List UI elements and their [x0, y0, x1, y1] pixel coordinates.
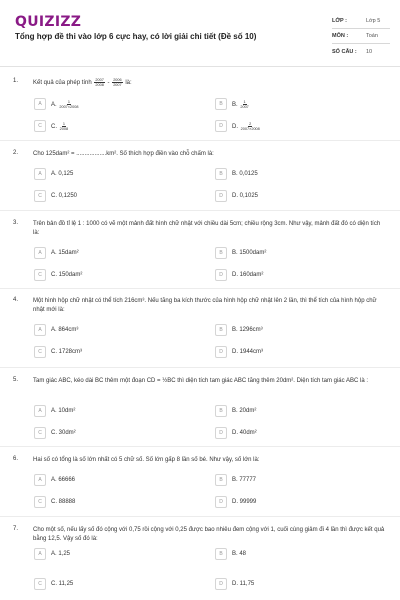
option-letter-box: A: [34, 98, 46, 110]
option-text: C. 1728cm³: [51, 349, 83, 355]
option-a[interactable]: [34, 474, 75, 486]
question-number: 7.: [13, 526, 19, 532]
question-text: Trên bản đồ tỉ lệ 1 : 1000 có vẽ một mảnh đất hình chữ nhật với chiều dài 5cm; chiều rộng 3cm. Như vậy, mảnh đất đó có diện tích là:: [33, 221, 381, 236]
question-text: [33, 78, 387, 88]
option-c[interactable]: [34, 578, 73, 590]
option-letter-box: D: [215, 346, 227, 358]
option-a[interactable]: [34, 247, 79, 259]
option-letter-box: A: [34, 247, 46, 259]
quizizz-logo: QUIZIZZ: [15, 14, 82, 30]
question-text: Tam giác ABC, kéo dài BC thêm một đoạn CD = ½BC thì diện tích tam giác ABC tăng thêm 20dm². Diện tích tam giác ABC là :: [33, 378, 368, 384]
option-letter-box: C: [34, 346, 46, 358]
option-text: A. 0,125: [51, 171, 74, 177]
question-divider: [0, 367, 400, 368]
question-divider: [0, 446, 400, 447]
fraction: [94, 78, 104, 87]
question-divider: [0, 516, 400, 517]
option-letter-box: C: [34, 190, 46, 202]
meta-row-question-count: [332, 44, 390, 59]
question-number: 6.: [13, 456, 19, 462]
option-letter-box: B: [215, 168, 227, 180]
option-text: C. $\frac{1}{2008}$: [51, 121, 69, 131]
option-c[interactable]: [34, 120, 69, 132]
option-letter-box: D: [215, 120, 227, 132]
question-text-part: là:: [125, 80, 132, 87]
option-b[interactable]: [215, 168, 258, 180]
option-text: B. 1500dam²: [232, 250, 267, 256]
fraction-numerator: 2006: [113, 78, 122, 82]
option-a[interactable]: [34, 324, 78, 336]
option-text: A. 66666: [51, 477, 76, 483]
question-text-part: Kết quả của phép tính: [33, 80, 92, 87]
option-b[interactable]: [215, 324, 263, 336]
option-letter-box: A: [34, 168, 46, 180]
option-letter-box: B: [215, 98, 227, 110]
question-number: 3.: [13, 220, 19, 226]
worksheet-meta: [332, 14, 390, 59]
option-text: C. 0,1250: [51, 193, 78, 199]
option-text: D. 11,75: [232, 581, 255, 587]
option-letter-box: C: [34, 427, 46, 439]
option-text: D. 0,1025: [232, 193, 259, 199]
option-letter-box: A: [34, 474, 46, 486]
option-letter-box: D: [215, 269, 227, 281]
option-letter-box: B: [215, 324, 227, 336]
question-divider: [0, 288, 400, 289]
fraction: [112, 78, 122, 87]
option-letter-box: C: [34, 120, 46, 132]
option-text: B. 48: [232, 551, 247, 557]
option-b[interactable]: [215, 474, 256, 486]
fraction-denominator: 2007: [113, 83, 122, 87]
option-text: A. 10dm²: [51, 408, 76, 414]
minus-sign: -: [107, 80, 110, 87]
option-letter-box: A: [34, 324, 46, 336]
option-text: D. $\frac{2}{2007\times 2008}$: [232, 121, 260, 131]
question-divider: [0, 140, 400, 141]
option-text: B. 77777: [232, 477, 257, 483]
option-text: A. 15dam²: [51, 250, 79, 256]
option-text: A. 864cm³: [51, 327, 79, 333]
option-text: A. 1,25: [51, 551, 71, 557]
option-a[interactable]: [34, 98, 79, 110]
option-letter-box: C: [34, 496, 46, 508]
option-d[interactable]: [215, 120, 261, 132]
option-letter-box: A: [34, 405, 46, 417]
question-number: 2.: [13, 150, 19, 156]
option-d[interactable]: [215, 427, 257, 439]
fraction-numerator: 2007: [95, 78, 104, 82]
question-text: Hai số có tổng là số lớn nhất có 5 chữ số. Số lớn gấp 8 lần số bé. Như vậy, số lớn là:: [33, 457, 260, 463]
option-letter-box: B: [215, 474, 227, 486]
option-b[interactable]: [215, 247, 266, 259]
option-letter-box: B: [215, 548, 227, 560]
meta-key: LỚP :: [332, 18, 347, 24]
meta-value: 10: [366, 48, 373, 55]
option-text: C. 88888: [51, 499, 76, 505]
option-text: C. 150dam²: [51, 272, 83, 278]
question-number: 1.: [13, 78, 19, 84]
meta-value: Lớp 5: [366, 18, 381, 24]
option-text: B. 1296cm³: [232, 327, 263, 333]
option-letter-box: D: [215, 496, 227, 508]
option-d[interactable]: [215, 496, 256, 508]
option-letter-box: D: [215, 427, 227, 439]
option-text: D. 99999: [232, 499, 257, 505]
option-a[interactable]: [34, 548, 70, 560]
option-c[interactable]: [34, 269, 82, 281]
meta-value: Toán: [366, 33, 378, 39]
option-letter-box: A: [34, 548, 46, 560]
option-text: C. 11,25: [51, 581, 74, 587]
option-c[interactable]: [34, 496, 75, 508]
option-letter-box: C: [34, 578, 46, 590]
option-d[interactable]: [215, 578, 254, 590]
option-b[interactable]: [215, 548, 246, 560]
worksheet-title: Tổng hợp đề thi vào lớp 6 cực hay, có lời giải chi tiết (Đề số 10): [15, 32, 257, 41]
option-letter-box: B: [215, 405, 227, 417]
option-text: D. 160dam²: [232, 272, 264, 278]
option-a[interactable]: [34, 405, 75, 417]
meta-row-grade: [332, 14, 390, 29]
meta-key: SỐ CÂU :: [332, 48, 357, 55]
fraction-denominator: 2008: [95, 83, 104, 87]
question-text: Một hình hộp chữ nhật có thể tích 216cm³. Nếu tăng ba kích thước của hình hộp chữ nhật lên 2 lần, thì thể tích của hình hộp chữ nhật mới là:: [33, 298, 377, 313]
option-c[interactable]: [34, 427, 76, 439]
option-c[interactable]: [34, 346, 82, 358]
option-b[interactable]: [215, 405, 256, 417]
option-d[interactable]: [215, 269, 263, 281]
option-letter-box: D: [215, 190, 227, 202]
option-text: B. 0,0125: [232, 171, 258, 177]
option-d[interactable]: [215, 346, 263, 358]
question-number: 4.: [13, 297, 19, 303]
meta-row-subject: [332, 29, 390, 44]
option-text: D. 1944cm³: [232, 349, 264, 355]
question-divider: [0, 210, 400, 211]
option-a[interactable]: [34, 168, 73, 180]
question-text: Cho một số, nếu lấy số đó cộng với 0,75 rồi cộng với 0,25 được bao nhiêu đem cộng với 1, cuối cùng giảm đi 4 lần thì được kết quả bằng 12,5. Vậy số đó là:: [33, 527, 385, 542]
option-text: A. $\frac{1}{2007\times 2008}$: [51, 99, 79, 109]
option-text: D. 40dm²: [232, 430, 257, 436]
option-c[interactable]: [34, 190, 77, 202]
option-letter-box: D: [215, 578, 227, 590]
option-letter-box: C: [34, 269, 46, 281]
question-text: Cho 125dam² = ..................km². Số thích hợp điền vào chỗ chấm là:: [33, 151, 214, 157]
option-letter-box: B: [215, 247, 227, 259]
header-divider: [0, 66, 400, 67]
option-b[interactable]: [215, 98, 250, 110]
question-number: 5.: [13, 377, 19, 383]
meta-key: MÔN :: [332, 33, 349, 39]
option-text: B. $\frac{1}{2007}$: [232, 99, 249, 109]
option-d[interactable]: [215, 190, 258, 202]
option-text: C. 30dm²: [51, 430, 76, 436]
option-text: B. 20dm²: [232, 408, 257, 414]
